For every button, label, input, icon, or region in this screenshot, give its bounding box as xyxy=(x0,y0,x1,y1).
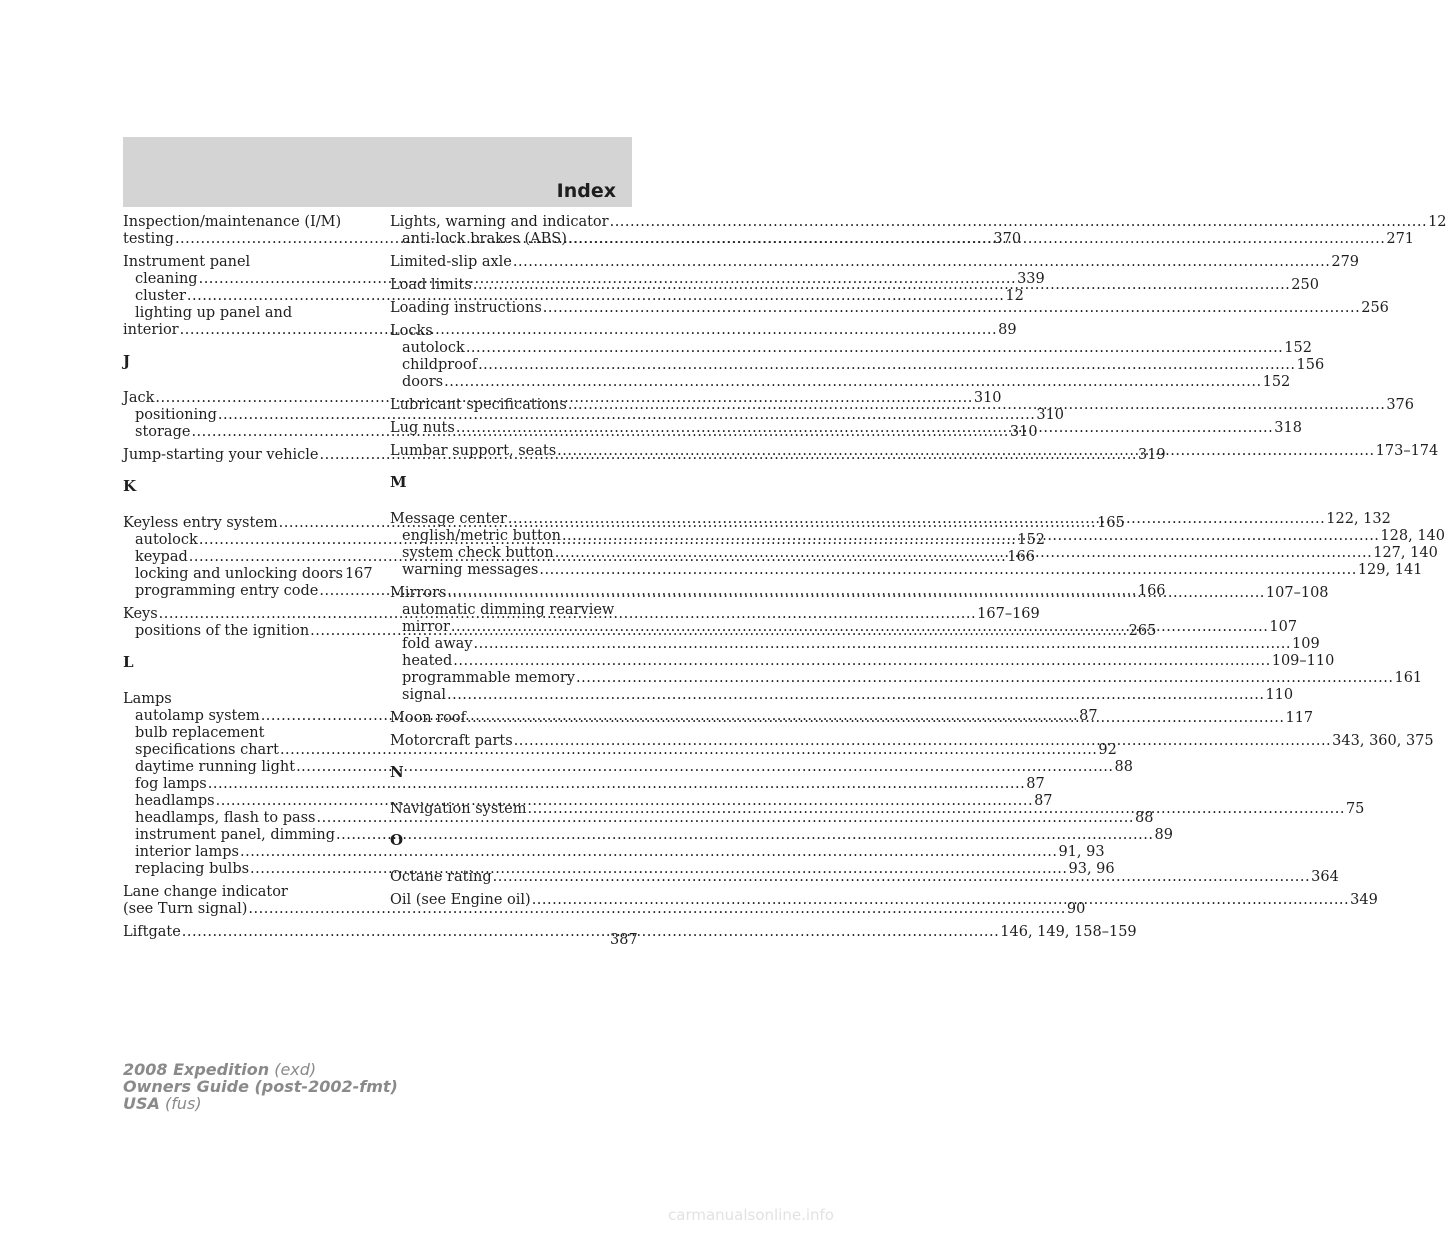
entry-page-ref: 166 xyxy=(1137,583,1166,599)
entry-page-ref: 92 xyxy=(1098,742,1117,758)
entry-page-ref: 339 xyxy=(1017,271,1045,287)
entry-page-ref: 343, 360, 375 xyxy=(1332,733,1434,749)
entry-term: fog lamps xyxy=(135,776,207,792)
entry-term: heated xyxy=(402,653,453,669)
entry-term: Loading instructions xyxy=(390,300,542,316)
dot-leader xyxy=(610,214,1427,231)
index-subentry-line xyxy=(123,742,1117,759)
entry-page-ref: 256 xyxy=(1361,300,1389,316)
index-letter-heading: J xyxy=(123,352,131,370)
entry-page-ref: 364 xyxy=(1311,869,1339,885)
entry-term: Oil (see Engine oil) xyxy=(390,892,531,908)
entry-term: bulb replacement xyxy=(135,725,265,741)
footer-model: 2008 Expedition xyxy=(123,1060,270,1079)
entry-page-ref: 349 xyxy=(1350,892,1378,908)
dot-leader xyxy=(543,300,1360,317)
entry-term: interior xyxy=(123,322,179,338)
entry-page-ref: 310 xyxy=(1009,424,1038,440)
entry-term: specifications chart xyxy=(135,742,279,758)
index-letter-heading: K xyxy=(123,477,137,495)
entry-term: programmable memory xyxy=(402,670,575,686)
entry-term: childproof xyxy=(402,357,478,373)
index-subentry-line xyxy=(390,636,1320,653)
entry-term: cleaning xyxy=(135,271,198,287)
entry-term: Lights, warning and indicator xyxy=(390,214,609,230)
index-entry-line xyxy=(123,214,368,231)
entry-page-ref: 87 xyxy=(1026,776,1045,792)
dot-leader xyxy=(467,710,1284,727)
entry-term: Locks xyxy=(390,323,433,339)
dot-leader xyxy=(557,443,1374,460)
index-subentry-line xyxy=(123,827,1173,844)
entry-term: (see Turn signal) xyxy=(123,901,248,917)
dot-leader xyxy=(444,374,1261,391)
entry-term: english/metric button xyxy=(402,528,561,544)
entry-term: programming entry code xyxy=(135,583,319,599)
index-subentry-line xyxy=(123,407,1065,424)
footer-market-code-text: (fus) xyxy=(165,1094,202,1113)
index-letter-heading: L xyxy=(123,653,134,671)
entry-term: mirror xyxy=(402,619,450,635)
index-entry-line xyxy=(390,254,1360,271)
footer-market: USA xyxy=(123,1094,160,1113)
dot-leader xyxy=(240,844,1057,861)
entry-term: cluster xyxy=(135,288,186,304)
index-entry-line xyxy=(390,214,1447,231)
index-subentry-line xyxy=(390,602,635,619)
index-entry-line xyxy=(390,300,1389,317)
index-subentry-line xyxy=(123,725,368,742)
entry-term: lighting up panel and xyxy=(135,305,293,321)
entry-page-ref: 88 xyxy=(1114,759,1133,775)
entry-page-ref: 127, 140 xyxy=(1373,545,1438,561)
entry-page-ref: 146, 149, 158–159 xyxy=(1000,924,1137,940)
index-subentry-line xyxy=(390,562,1423,579)
entry-page-ref: 166 xyxy=(1007,549,1035,565)
entry-page-ref: 152 xyxy=(1284,340,1312,356)
dot-leader xyxy=(473,277,1290,294)
entry-term: signal xyxy=(402,687,446,703)
entry-term: anti-lock brakes (ABS) xyxy=(402,231,567,247)
entry-term: autolamp system xyxy=(135,708,260,724)
entry-page-ref: 110 xyxy=(1265,687,1294,703)
entry-term: Liftgate xyxy=(123,924,181,940)
dot-leader xyxy=(451,619,1268,636)
entry-page-ref: 89 xyxy=(1154,827,1173,843)
entry-term: interior lamps xyxy=(135,844,239,860)
entry-page-ref: 128, 140 xyxy=(1380,528,1445,544)
entry-page-ref: 165 xyxy=(1097,515,1125,531)
entry-page-ref: 122, 132 xyxy=(1326,511,1391,527)
entry-page-ref: 109–110 xyxy=(1271,653,1335,669)
index-subentry-line xyxy=(390,357,1325,374)
entry-term: Jack xyxy=(123,390,155,406)
entry-page-ref: 117 xyxy=(1285,710,1314,726)
footer-model-code-text: (exd) xyxy=(274,1060,317,1079)
entry-page-ref: 89 xyxy=(998,322,1017,338)
section-title: Index xyxy=(556,180,616,202)
entry-page-ref: 265 xyxy=(1128,623,1157,639)
dot-leader xyxy=(562,528,1379,545)
entry-page-ref: 91, 93 xyxy=(1058,844,1105,860)
index-entry xyxy=(390,254,1360,271)
entry-page-ref: 319 xyxy=(1137,447,1166,463)
entry-term: Mirrors xyxy=(390,585,447,601)
entry-term: Keys xyxy=(123,606,158,622)
section-header-band xyxy=(123,137,632,207)
index-subentry-line xyxy=(390,687,1294,704)
entry-page-ref: 161 xyxy=(1394,670,1423,686)
entry-term: Instrument panel xyxy=(123,254,251,270)
entry-page-ref: 109 xyxy=(1292,636,1320,652)
entry-term: positioning xyxy=(135,407,217,423)
index-entry-line xyxy=(123,884,368,901)
index-subentry-line xyxy=(123,305,368,322)
entry-term: storage xyxy=(135,424,191,440)
dot-leader xyxy=(527,801,1344,818)
dot-leader xyxy=(474,636,1291,653)
footer-market-code xyxy=(160,1094,202,1113)
entry-term: replacing bulbs xyxy=(135,861,250,877)
entry-term: Limited-slip axle xyxy=(390,254,512,270)
entry-term: keypad xyxy=(135,549,188,565)
dot-leader xyxy=(568,231,1385,248)
index-subentry-line xyxy=(123,759,1133,776)
entry-page-ref: 167 xyxy=(344,566,373,582)
index-letter-heading: O xyxy=(390,831,404,849)
entry-term: Load limits xyxy=(390,277,472,293)
index-subentry-line xyxy=(390,374,1291,391)
index-subentry-line xyxy=(123,844,1105,861)
dot-leader xyxy=(182,924,999,941)
dot-leader xyxy=(456,420,1273,437)
entry-page-ref: 318 xyxy=(1274,420,1302,436)
index-entry-line xyxy=(390,323,635,340)
entry-page-ref: 87 xyxy=(1079,708,1098,724)
entry-term: Lumbar support, seats xyxy=(390,443,557,459)
entry-term: daytime running light xyxy=(135,759,296,775)
entry-page-ref: 107–108 xyxy=(1265,585,1329,601)
dot-leader xyxy=(568,397,1385,414)
entry-term: automatic dimming rearview xyxy=(402,602,615,618)
entry-term: Inspection/maintenance (I/M) xyxy=(123,214,342,230)
entry-page-ref: 12 xyxy=(1005,288,1024,304)
entry-page-ref: 310 xyxy=(1036,407,1065,423)
entry-page-ref: 152 xyxy=(1262,374,1291,390)
footer-line-market xyxy=(123,1095,398,1112)
entry-term: autolock xyxy=(402,340,465,356)
index-subentry-line xyxy=(390,340,1312,357)
entry-term: Moon roof xyxy=(390,710,467,726)
dot-leader xyxy=(466,340,1283,357)
dot-leader xyxy=(555,545,1372,562)
dot-leader xyxy=(493,869,1310,886)
entry-page-ref: 75 xyxy=(1345,801,1365,817)
entry-term: testing xyxy=(123,231,174,247)
dot-leader xyxy=(576,670,1393,687)
page-number: 387 xyxy=(610,932,638,948)
footer-line-guide: Owners Guide (post-2002-fmt) xyxy=(123,1077,398,1096)
entry-page-ref: 250 xyxy=(1291,277,1319,293)
entry-page-ref: 93, 96 xyxy=(1068,861,1115,877)
dot-leader xyxy=(539,562,1356,579)
entry-term: positions of the ignition xyxy=(135,623,310,639)
entry-term: headlamps, flash to pass xyxy=(135,810,316,826)
entry-page-ref: 173–174 xyxy=(1375,443,1439,459)
dot-leader xyxy=(453,653,1270,670)
entry-page-ref: 376 xyxy=(1386,397,1414,413)
index-letter-heading: N xyxy=(390,763,404,781)
footer-line-model xyxy=(123,1061,398,1078)
index-subentry-line xyxy=(123,810,1154,827)
entry-page-ref: 88 xyxy=(1134,810,1154,826)
entry-term: Message center xyxy=(390,511,507,527)
index-entry xyxy=(390,300,1389,317)
entry-page-ref: 107 xyxy=(1269,619,1298,635)
dot-leader xyxy=(447,687,1264,704)
entry-term: instrument panel, dimming xyxy=(135,827,335,843)
entry-term: Lane change indicator xyxy=(123,884,288,900)
entry-page-ref: 156 xyxy=(1296,357,1325,373)
entry-term: Navigation system xyxy=(390,801,527,817)
index-subentry-line xyxy=(123,776,1045,793)
dot-leader xyxy=(478,357,1295,374)
entry-page-ref: 152 xyxy=(1017,532,1045,548)
entry-term: warning messages xyxy=(402,562,539,578)
entry-page-ref: 271 xyxy=(1386,231,1415,247)
entry-page-ref: 87 xyxy=(1034,793,1053,809)
dot-leader xyxy=(532,892,1349,909)
entry-page-ref: 12 xyxy=(1428,214,1447,230)
dot-leader xyxy=(508,511,1325,528)
entry-term: system check button xyxy=(402,545,554,561)
entry-term: locking and unlocking doors xyxy=(135,566,343,582)
index-subentry-line xyxy=(390,670,1423,687)
entry-term: doors xyxy=(402,374,444,390)
entry-term: Lubricant specifications xyxy=(390,397,567,413)
entry-term: Jump-starting your vehicle xyxy=(123,447,319,463)
entry-page-ref: 129, 141 xyxy=(1357,562,1423,578)
index-subentry-line xyxy=(390,653,1335,670)
document-footer xyxy=(123,1061,398,1112)
dot-leader xyxy=(447,585,1264,602)
entry-page-ref: 90 xyxy=(1066,901,1086,917)
entry-term: Motorcraft parts xyxy=(390,733,513,749)
entry-term: Keyless entry system xyxy=(123,515,278,531)
entry-page-ref: 279 xyxy=(1331,254,1360,270)
index-entry-line xyxy=(123,691,368,708)
watermark: carmanualsonline.info xyxy=(668,1206,834,1224)
index-subentry-line xyxy=(123,288,1024,305)
entry-term: Lamps xyxy=(123,691,172,707)
entry-term: Octane rating xyxy=(390,869,492,885)
index-letter-heading: M xyxy=(390,473,407,491)
index-subentry-line xyxy=(123,566,373,583)
entry-term: fold away xyxy=(402,636,473,652)
entry-page-ref: 310 xyxy=(973,390,1002,406)
entry-term: headlamps xyxy=(135,793,215,809)
index-entry-line xyxy=(123,901,1086,918)
dot-leader xyxy=(514,733,1331,750)
dot-leader xyxy=(513,254,1330,271)
index-entry-line xyxy=(123,254,368,271)
entry-term: Lug nuts xyxy=(390,420,455,436)
entry-page-ref: 167–169 xyxy=(977,606,1040,622)
entry-page-ref: 370 xyxy=(993,231,1022,247)
entry-term: autolock xyxy=(135,532,198,548)
